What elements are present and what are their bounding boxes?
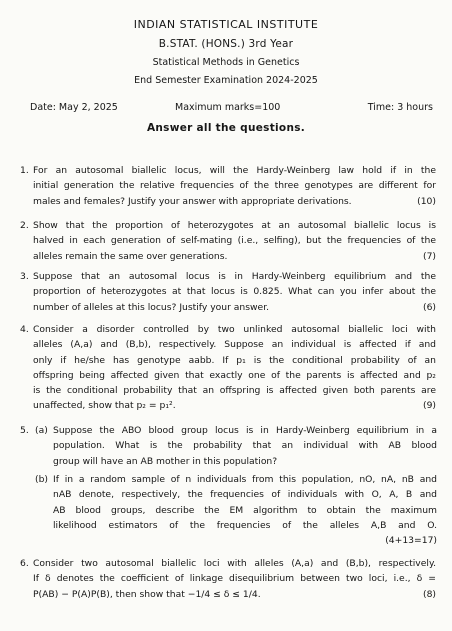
- question-line: population. What is the probability that an individual with AB blood: [53, 440, 437, 452]
- question-number: 5.: [20, 425, 29, 436]
- question-line: Consider two autosomal biallelic loci with alleles (A,a) and (B,b), respectively.: [33, 558, 436, 569]
- institute-name: INDIAN STATISTICAL INSTITUTE: [133, 18, 319, 31]
- question-5a: [35, 423, 437, 469]
- part-label: (a): [35, 425, 48, 436]
- question-line: likelihood estimators of the frequencies of the alleles A,B and O.: [53, 519, 437, 531]
- question-marks: (4+13=17): [385, 535, 437, 547]
- question-line: For an autosomal biallelic locus, will the Hardy-Weinberg law hold if in the: [33, 165, 436, 176]
- question-line: males and females? Justify your answer with appropriate derivations.: [33, 195, 352, 207]
- question-4: [20, 322, 436, 414]
- question-marks: (7): [422, 250, 436, 262]
- question-line: If δ denotes the coefficient of linkage disequilibrium between two loci, i.e., δ =: [33, 573, 436, 585]
- question-line: alleles (A,a) and (B,b), respectively. Suppose an individual is affected if and: [33, 339, 436, 351]
- part-label: (b): [35, 474, 49, 485]
- question-number: 1.: [20, 165, 29, 176]
- question-line: nAB denote, respectively, the frequencies of individuals with O, A, B and: [53, 489, 437, 501]
- question-line: Suppose that an autosomal locus is in Hardy-Weinberg equilibrium and the: [33, 271, 436, 282]
- question-number: 6.: [20, 558, 29, 569]
- question-6: [20, 556, 436, 602]
- question-3: [20, 269, 436, 315]
- exam-time: Time: 3 hours: [367, 102, 433, 113]
- question-line: Consider a disorder controlled by two unlinked autosomal biallelic loci with: [33, 324, 436, 335]
- question-line: P(AB) − P(A)P(B), then show that −1/4 ≤ δ ≤ 1/4.: [33, 588, 261, 600]
- question-line: initial generation the relative frequencies of the three genotypes are different for: [33, 180, 436, 192]
- instruction: Answer all the questions.: [146, 122, 306, 134]
- question-line: offspring being affected given that exactly one of the parents is affected and p₂: [33, 369, 436, 381]
- question-marks: (8): [422, 588, 436, 600]
- question-line: AB blood groups, describe the EM algorithm to obtain the maximum: [53, 504, 437, 516]
- question-line: number of alleles at this locus? Justify your answer.: [33, 301, 270, 313]
- question-marks: (6): [422, 301, 436, 313]
- question-number: 2.: [20, 220, 29, 231]
- question-line: group will have an AB mother in this population?: [53, 455, 278, 467]
- course-title: Statistical Methods in Genetics: [152, 57, 300, 68]
- question-line: Show that the proportion of heterozygotes at an autosomal biallelic locus is: [33, 220, 436, 231]
- question-line: only if he/she has genotype aabb. If p₁ is the conditional probability of an: [33, 354, 436, 366]
- question-line: alleles remain the same over generations.: [33, 250, 228, 262]
- question-2: [20, 218, 436, 264]
- question-line: is the conditional probability that an offspring is affected given both parents are: [33, 385, 436, 397]
- question-1: [20, 163, 436, 209]
- question-marks: (9): [422, 400, 436, 412]
- question-line: unaffected, show that p₂ = p₁².: [33, 400, 176, 412]
- question-line: proportion of heterozygotes at that locus is 0.825. What can you infer about the: [33, 286, 436, 298]
- exam-title: End Semester Examination 2024-2025: [134, 75, 318, 86]
- question-number: 3.: [20, 271, 29, 282]
- question-marks: (10): [417, 195, 436, 207]
- maximum-marks: Maximum marks=100: [175, 102, 281, 113]
- question-line: halved in each generation of self-mating (i.e., selfing), but the frequencies of the: [33, 235, 436, 247]
- program-title: B.STAT. (HONS.) 3rd Year: [158, 38, 294, 50]
- question-line: If in a random sample of n individuals from this population, nO, nA, nB and: [53, 474, 437, 485]
- question-5b: [35, 472, 437, 548]
- exam-date: Date: May 2, 2025: [30, 102, 118, 113]
- question-number: 4.: [20, 324, 29, 335]
- question-line: Suppose the ABO blood group locus is in Hardy-Weinberg equilibrium in a: [53, 425, 437, 436]
